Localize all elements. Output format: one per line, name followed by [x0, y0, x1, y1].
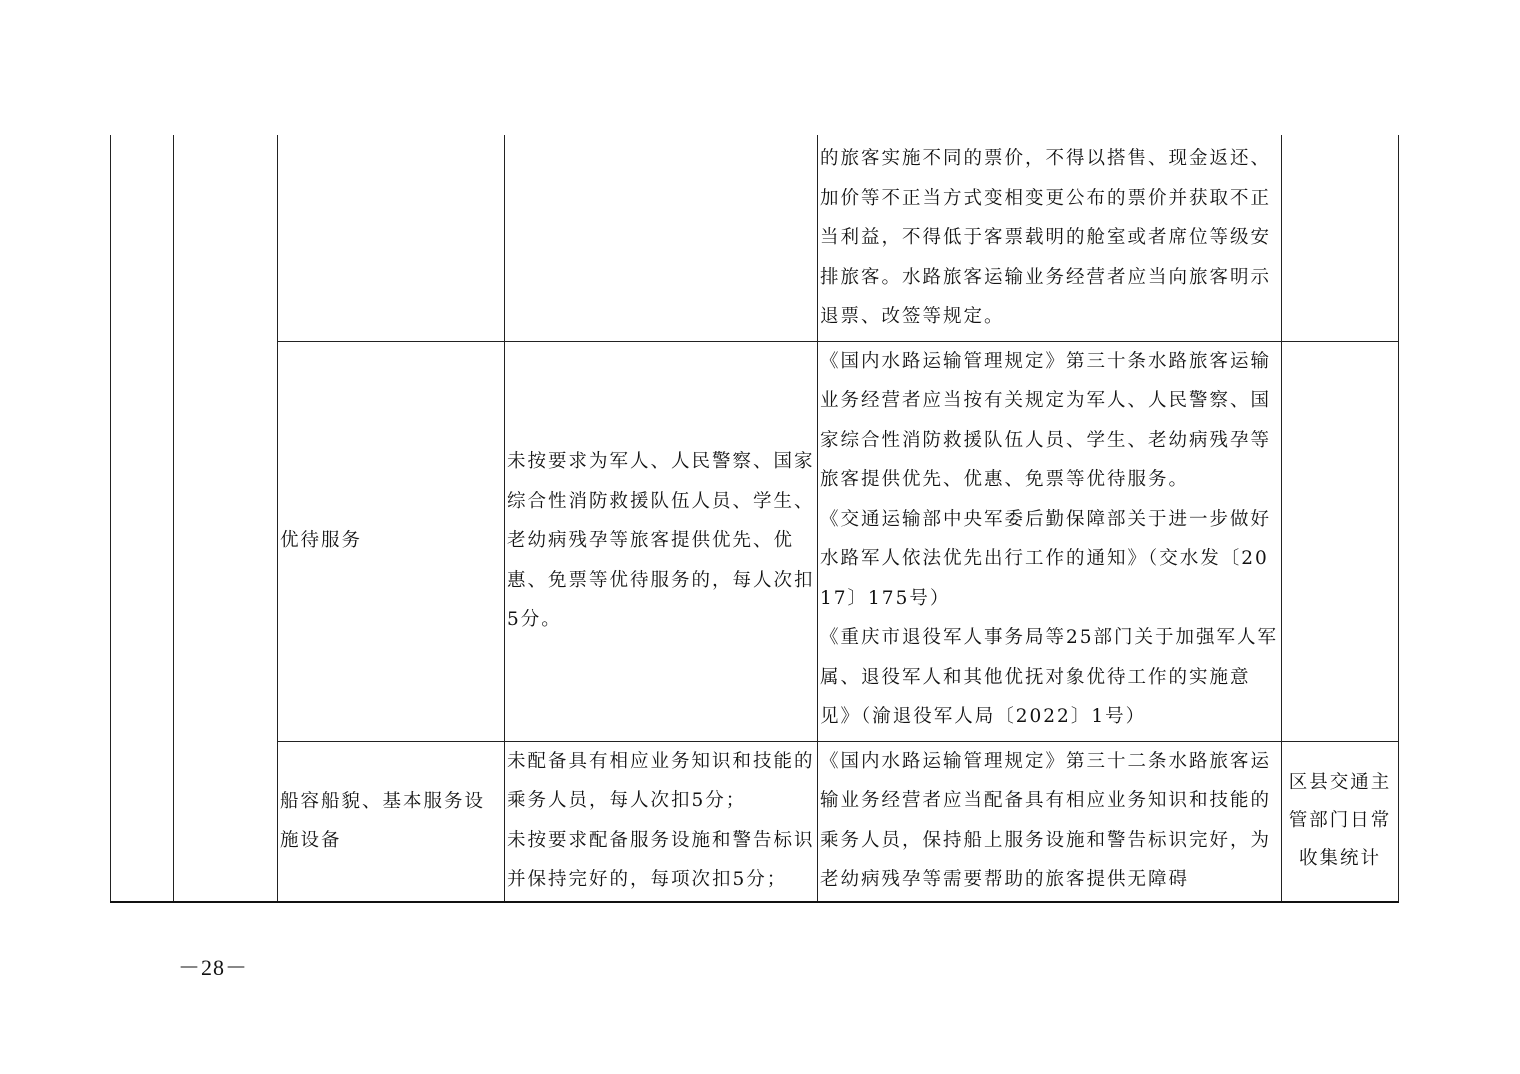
department-cell [1282, 135, 1399, 341]
basis-cell [818, 341, 1282, 741]
item-cell [278, 135, 505, 341]
standards-table [110, 135, 1399, 903]
basis-paragraph: 《重庆市退役军人事务局等25部门关于加强军人军属、退役军人和其他优抚对象优待工作的实施意见》（渝退役军人局〔2022〕1号） [820, 627, 1279, 727]
basis-paragraph: 《国内水路运输管理规定》第三十条水路旅客运输业务经营者应当按有关规定为军人、人民警察、国家综合性消防救援队伍人员、学生、老幼病残孕等旅客提供优先、优惠、免票等优待服务。 [820, 350, 1272, 490]
page-number: －28－ [178, 955, 249, 980]
table-row [111, 741, 1399, 902]
item-cell: 优待服务 [278, 341, 505, 741]
basis-cell: 的旅客实施不同的票价，不得以搭售、现金返还、加价等不正当方式变相变更公布的票价并获取不正当利益，不得低于客票载明的舱室或者席位等级安排旅客。水路旅客运输业务经营者应当向旅客明示退票、改签等规定。 [818, 135, 1282, 341]
department-cell: 区县交通主管部门日常收集统计 [1282, 741, 1399, 902]
basis-cell: 《国内水路运输管理规定》第三十二条水路旅客运输业务经营者应当配备具有相应业务知识和技能的乘务人员，保持船上服务设施和警告标识完好，为老幼病残孕等需要帮助的旅客提供无障碍 [818, 741, 1282, 902]
table-row [111, 341, 1399, 741]
violation-cell: 未按要求为军人、人民警察、国家综合性消防救援队伍人员、学生、老幼病残孕等旅客提供优先、优惠、免票等优待服务的，每人次扣5分。 [505, 341, 818, 741]
table-row [111, 135, 1399, 341]
category-cell [111, 135, 174, 902]
subcategory-cell [174, 135, 278, 902]
department-cell [1282, 341, 1399, 741]
violation-cell [505, 741, 818, 902]
item-cell: 船容船貌、基本服务设施设备 [278, 741, 505, 902]
violation-paragraph: 未配备具有相应业务知识和技能的乘务人员，每人次扣5分； [507, 750, 815, 811]
violation-cell [505, 135, 818, 341]
basis-paragraph: 《交通运输部中央军委后勤保障部关于进一步做好水路军人依法优先出行工作的通知》（交水发〔2017〕175号） [820, 508, 1272, 609]
violation-paragraph: 未按要求配备服务设施和警告标识并保持完好的，每项次扣5分； [507, 829, 815, 890]
